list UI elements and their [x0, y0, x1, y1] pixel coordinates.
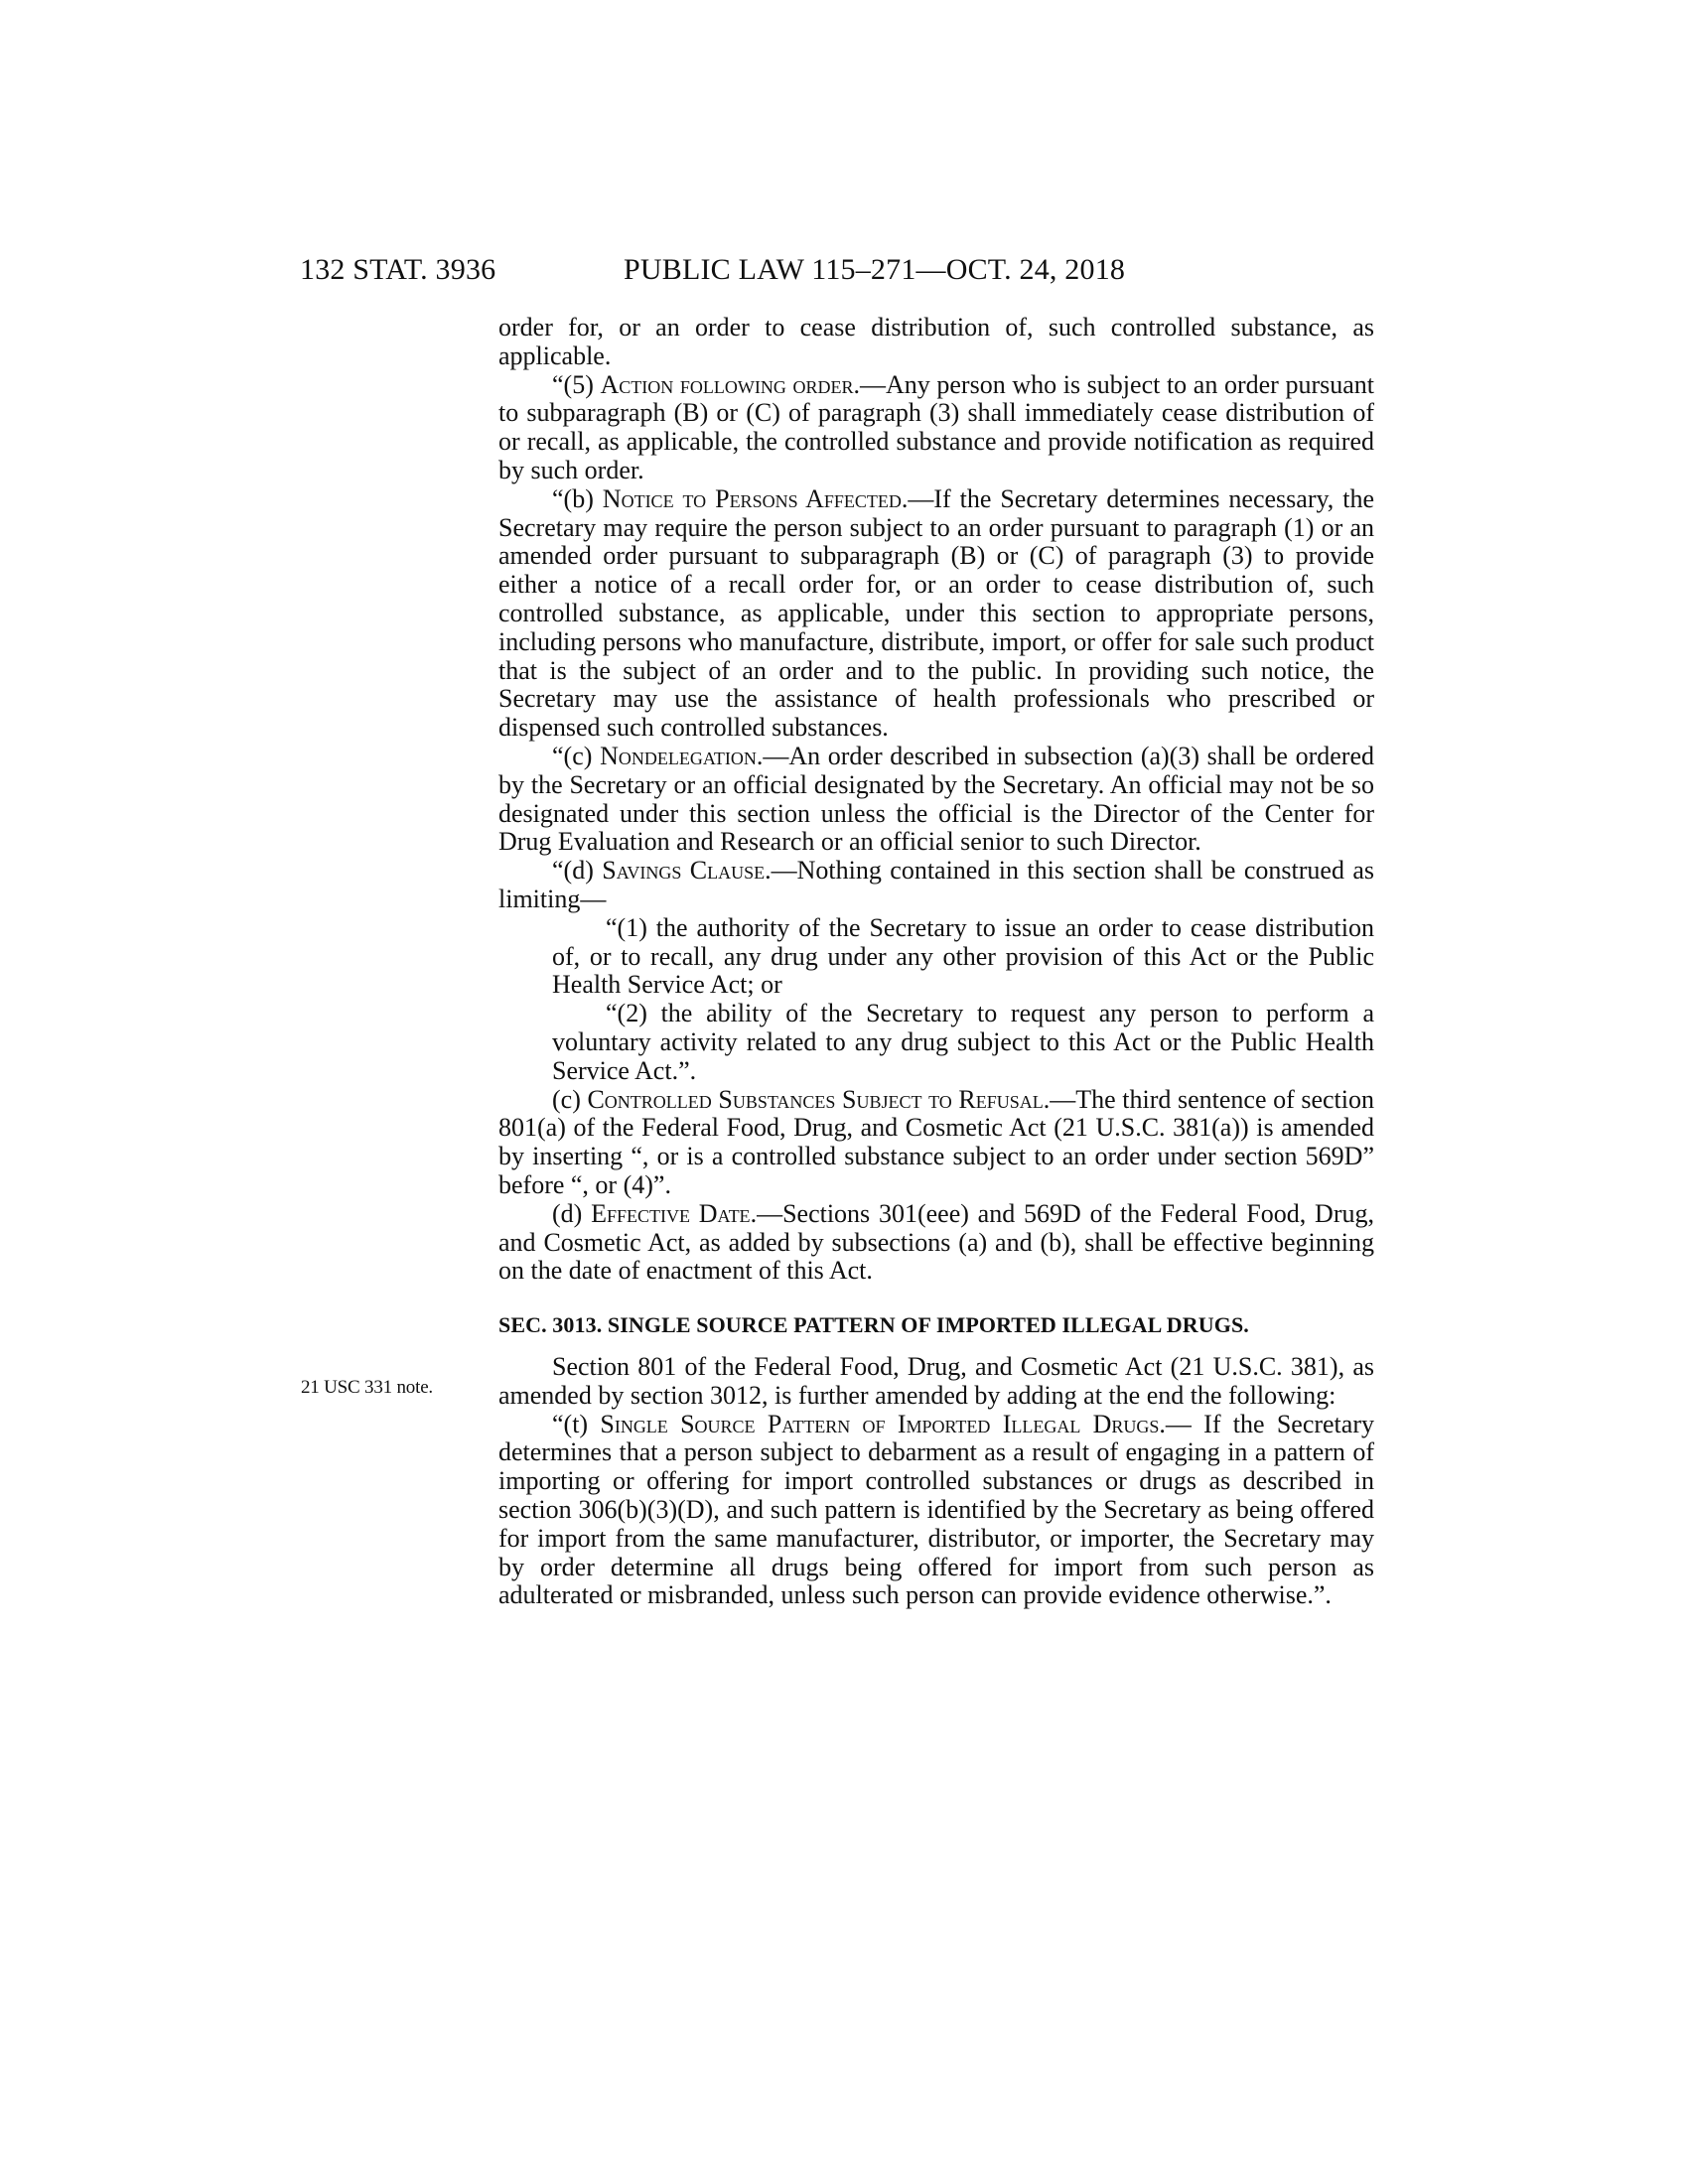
paragraph-prefix: (c) [552, 1084, 588, 1114]
subsection-c-controlled-substances [498, 1086, 1374, 1200]
paragraph-caption: Savings Clause [602, 856, 766, 886]
stat-page-number: 132 STAT. 3936 [300, 253, 496, 286]
paragraph-text: .— If the Secretary determines that a person subject to debarment as a result of engaging in a pattern of importing or offering for import controlled substances or drugs as described in section 306(b)(3)(D), and such pattern is identified by the Secretary as being offered for import from the same manufacturer, distributor, or importer, the Secretary may by order determine all drugs being offered for import from such person as adulterated or misbranded, unless such person can provide evidence otherwise.”. [498, 1409, 1374, 1610]
paragraph-caption: Single Source Pattern of Imported Illegal Drugs [600, 1409, 1160, 1438]
paragraph-text: .—If the Secretary determines necessary, the Secretary may require the person subject to an order pursuant to paragraph (1) or an amended order pursuant to subparagraph (B) or (C) of paragraph (3) to provide either a notice of a recall order for, or an order to cease distribution of, such controlled substance, as applicable, under this section to appropriate persons, including persons who manufacture, distribute, import, or offer for sale such product that is the subject of an order and to the public. In providing such notice, the Secretary may use the assistance of health professionals who prescribed or dispensed such controlled substances. [498, 483, 1374, 743]
paragraph-text: .—The third sentence of section 801(a) of the Federal Food, Drug, and Cosmetic Act (21 U.S.C. 381(a)) is amended by inserting “, or is a controlled substance subject to an order under section 569D” before “, or (4)”. [498, 1084, 1374, 1199]
paragraph-caption: Nondelegation [600, 741, 757, 770]
paragraph-prefix: “(b) [552, 483, 603, 513]
paragraph-text: .—An order described in subsection (a)(3) shall be ordered by the Secretary or an official designated by the Secretary. An official may not be so designated under this section unless the official is the Director of the Center for Drug Evaluation and Research or an official senior to such Director. [498, 741, 1374, 857]
subsection-d-savings-clause [498, 857, 1374, 914]
paragraph-5-action-following-order [498, 371, 1374, 485]
margin-note: 21 USC 331 note. [301, 1377, 433, 1398]
subsection-c-nondelegation [498, 743, 1374, 857]
subsection-d-effective-date [498, 1200, 1374, 1286]
paragraph-prefix: “(d) [552, 856, 603, 886]
paragraph-caption: Effective Date [591, 1198, 751, 1228]
clause-d-2: “(2) the ability of the Secretary to request any person to perform a voluntary activity related to any drug subject to this Act or the Public Health Service Act.”. [552, 999, 1374, 1085]
running-head [300, 250, 1396, 290]
paragraph-prefix: “(5) [552, 369, 601, 399]
paragraph-prefix: “(c) [552, 741, 601, 770]
paragraph-prefix: (d) [552, 1198, 592, 1228]
subsection-b-notice [498, 485, 1374, 743]
clause-d-1: “(1) the authority of the Secretary to issue an order to cease distribution of, or to recall, any drug under any other provision of this Act or the Public Health Service Act; or [552, 912, 1374, 1000]
paragraph-caption: Action following order [600, 369, 854, 399]
paragraph-caption: Controlled Substances Subject to Refusal [587, 1084, 1044, 1114]
section-heading: SEC. 3013. SINGLE SOURCE PATTERN OF IMPORTED ILLEGAL DRUGS. [498, 1312, 1249, 1338]
statute-body [498, 314, 1374, 1610]
paragraph-prefix: “(t) [552, 1409, 601, 1438]
paragraph-continuation: order for, or an order to cease distribution of, such controlled substance, as applicable. [498, 313, 1374, 370]
section-intro: Section 801 of the Federal Food, Drug, and Cosmetic Act (21 U.S.C. 381), as amended by section 3012, is further amended by adding at the end the following: [498, 1352, 1374, 1410]
paragraph-text: .—Sections 301(eee) and 569D of the Federal Food, Drug, and Cosmetic Act, as added by subsections (a) and (b), shall be effective beginning on the date of enactment of this Act. [498, 1198, 1374, 1286]
public-law-title: PUBLIC LAW 115–271—OCT. 24, 2018 [624, 253, 1126, 286]
paragraph-text: .—Nothing contained in this section shall be construed as limiting— [498, 856, 1375, 913]
paragraph-text: .—Any person who is subject to an order pursuant to subparagraph (B) or (C) of paragraph (3) shall immediately cease distribution of or recall, as applicable, the controlled substance and provide notification as required by such order. [498, 369, 1374, 484]
paragraph-caption: Notice to Persons Affected [602, 483, 902, 513]
subsection-t-single-source [498, 1411, 1374, 1611]
